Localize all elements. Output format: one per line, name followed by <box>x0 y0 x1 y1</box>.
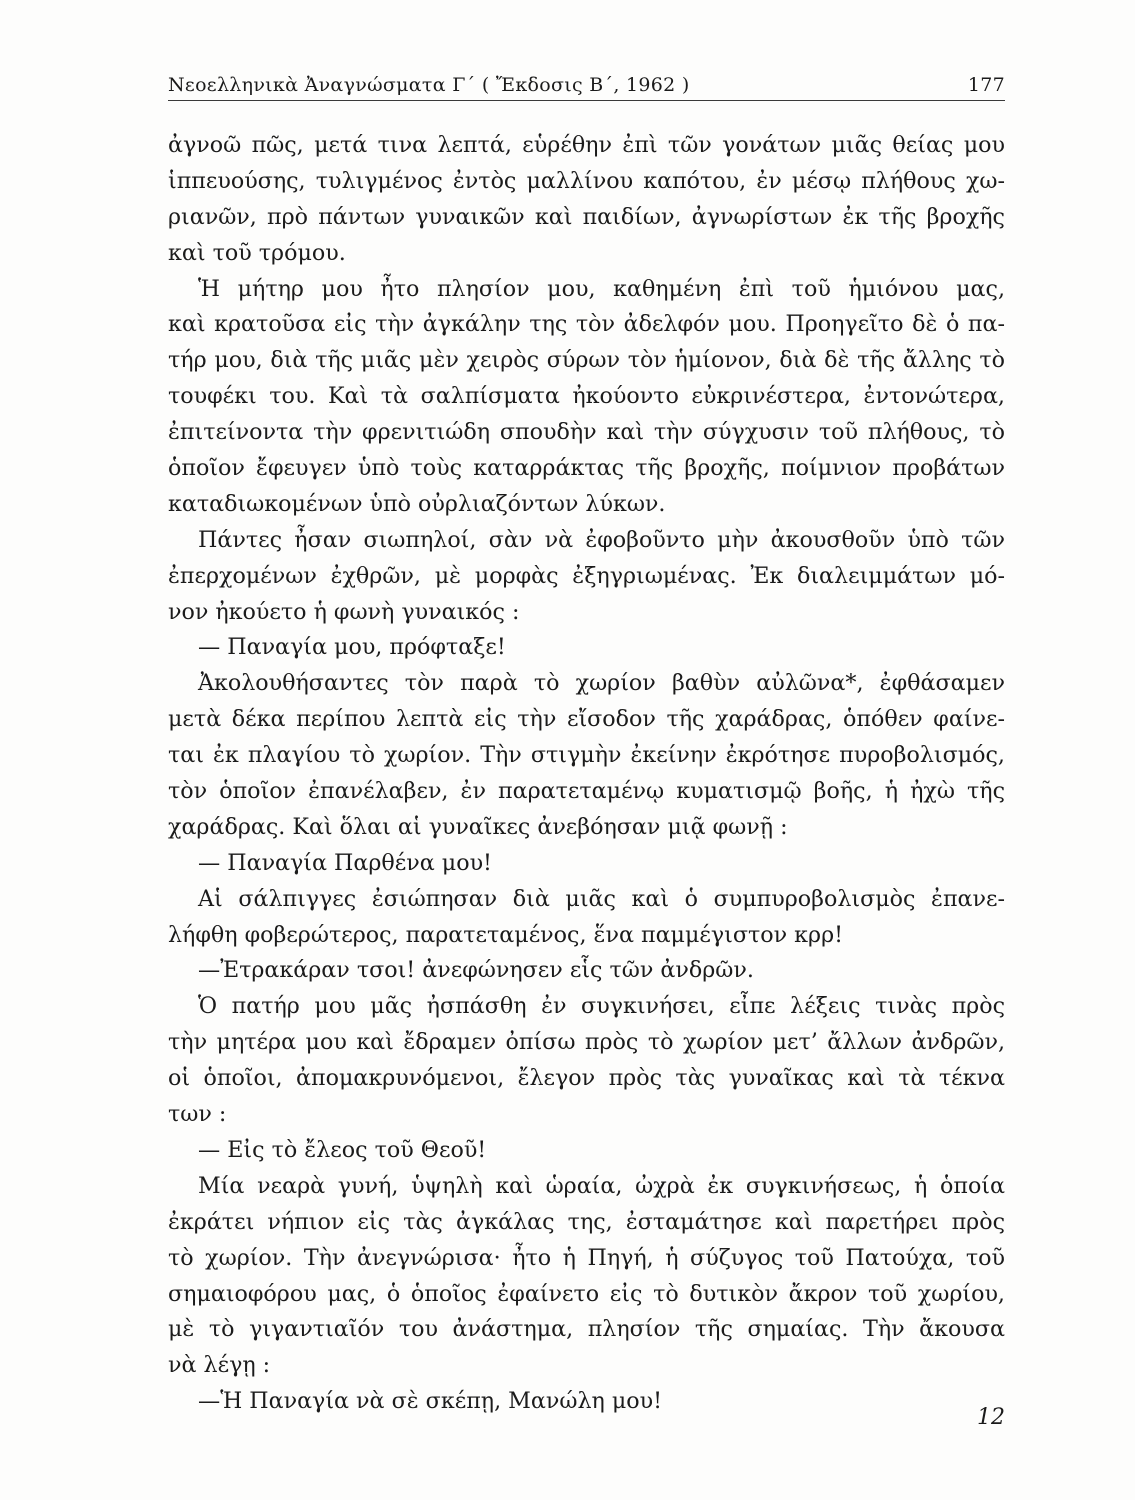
text-line: Ἡ μήτηρ μου ἦτο πλησίον μου, καθημένη ἐπὶ τοῦ ἡμιόνου μας, <box>198 275 1005 302</box>
text-line: οἱ ὁποῖοι, ἀπομακρυνόμενοι, ἔλεγον πρὸς τὰς γυναῖκας καὶ τὰ τέκνα <box>168 1065 1005 1092</box>
text-line: Μία νεαρὰ γυνή, ὑψηλὴ καὶ ὡραία, ὠχρὰ ἐκ συγκινήσεως, ἡ ὁποία <box>198 1172 1005 1199</box>
dialogue-line: —Ἐτρακάραν τσοι! ἀνεφώνησεν εἷς τῶν ἀνδρῶν. <box>198 957 754 984</box>
text-line: ται ἐκ πλαγίου τὸ χωρίον. Τὴν στιγμὴν ἐκείνην ἐκρότησε πυροβολισμός, <box>168 742 1005 769</box>
text-line: ἱππευούσης, τυλιγμένος ἐντὸς μαλλίνου καπότου, ἐν μέσῳ πλήθους χω- <box>168 167 1005 194</box>
text-line: των : <box>168 1101 227 1128</box>
text-line: ἐπερχομένων ἐχθρῶν, μὲ μορφὰς ἐξηγριωμένας. Ἐκ διαλειμμάτων μό- <box>168 562 1005 589</box>
text-line: Ὁ πατήρ μου μᾶς ἠσπάσθη ἐν συγκινήσει, εἶπε λέξεις τινὰς πρὸς <box>198 993 1005 1020</box>
text-line: μὲ τὸ γιγαντιαῖόν του ἀνάστημα, πλησίον τῆς σημαίας. Τὴν ἄκουσα <box>168 1316 1005 1343</box>
text-line: νὰ λέγῃ : <box>168 1352 271 1379</box>
page-number: 177 <box>967 74 1005 96</box>
dialogue-line: —Ἡ Παναγία νὰ σὲ σκέπῃ, Μανώλη μου! <box>198 1388 663 1415</box>
dialogue-line: — Παναγία Παρθένα μου! <box>198 849 492 876</box>
running-head <box>168 70 1005 104</box>
header-rule <box>168 100 1005 101</box>
text-line: μετὰ δέκα περίπου λεπτὰ εἰς τὴν εἴσοδον τῆς χαράδρας, ὁπόθεν φαίνε- <box>168 706 1005 733</box>
text-line: ἀγνοῶ πῶς, μετά τινα λεπτά, εὑρέθην ἐπὶ τῶν γονάτων μιᾶς θείας μου <box>168 132 1005 158</box>
text-line: χαράδρας. Καὶ ὅλαι αἱ γυναῖκες ἀνεβόησαν μιᾷ φωνῇ : <box>168 813 788 840</box>
text-line: Ἀκολουθήσαντες τὸν παρὰ τὸ χωρίον βαθὺν αὐλῶνα*, ἐφθάσαμεν <box>198 670 1005 697</box>
signature-mark: 12 <box>977 1405 1005 1430</box>
text-line: τὸ χωρίον. Τὴν ἀνεγνώρισα· ἦτο ἡ Πηγή, ἡ σύζυγος τοῦ Πατούχα, τοῦ <box>168 1244 1005 1271</box>
text-line: καὶ τοῦ τρόμου. <box>168 239 346 266</box>
text-line: τὴν μητέρα μου καὶ ἔδραμεν ὀπίσω πρὸς τὸ χωρίον μετ’ ἄλλων ἀνδρῶν, <box>168 1029 1005 1056</box>
text-line: νον ἠκούετο ἡ φωνὴ γυναικός : <box>168 598 520 625</box>
text-line: τουφέκι του. Καὶ τὰ σαλπίσματα ἠκούοντο εὐκρινέστερα, ἐντονώτερα, <box>168 383 1005 410</box>
text-line: Πάντες ἦσαν σιωπηλοί, σὰν νὰ ἐφοβοῦντο μὴν ἀκουσθοῦν ὑπὸ τῶν <box>198 526 1005 553</box>
dialogue-line: — Εἰς τὸ ἔλεος τοῦ Θεοῦ! <box>198 1136 487 1163</box>
text-line: ὁποῖον ἔφευγεν ὑπὸ τοὺς καταρράκτας τῆς βροχῆς, ποίμνιον προβάτων <box>168 455 1005 482</box>
text-line: καὶ κρατοῦσα εἰς τὴν ἀγκάλην της τὸν ἀδελφόν μου. Προηγεῖτο δὲ ὁ πα- <box>168 311 1005 338</box>
text-line: ἐκράτει νήπιον εἰς τὰς ἀγκάλας της, ἐσταμάτησε καὶ παρετήρει πρὸς <box>168 1208 1005 1235</box>
text-line: ἐπιτείνοντα τὴν φρενιτιώδη σπουδὴν καὶ τὴν σύγχυσιν τοῦ πλήθους, τὸ <box>168 419 1005 446</box>
text-line: καταδιωκομένων ὑπὸ οὐρλιαζόντων λύκων. <box>168 490 666 517</box>
text-line: σημαιοφόρου μας, ὁ ὁποῖος ἐφαίνετο εἰς τὸ δυτικὸν ἄκρον τοῦ χωρίου, <box>168 1280 1005 1307</box>
book-title: Νεοελληνικὰ Ἀναγνώσματα Γ΄ ( Ἔκδοσις Β΄, 1962 ) <box>168 74 690 96</box>
text-line: Αἱ σάλπιγγες ἐσιώπησαν διὰ μιᾶς καὶ ὁ συμπυροβολισμὸς ἐπανε- <box>198 885 1005 912</box>
dialogue-line: — Παναγία μου, πρόφταξε! <box>198 634 506 661</box>
text-line: τήρ μου, διὰ τῆς μιᾶς μὲν χειρὸς σύρων τὸν ἡμίονον, διὰ δὲ τῆς ἄλλης τὸ <box>168 347 1005 374</box>
text-line: τὸν ὁποῖον ἐπανέλαβεν, ἐν παρατεταμένῳ κυματισμῷ βοῆς, ἡ ἠχὼ τῆς <box>168 778 1005 805</box>
text-line: ριανῶν, πρὸ πάντων γυναικῶν καὶ παιδίων, ἀγνωρίστων ἐκ τῆς βροχῆς <box>168 203 1005 230</box>
body-text <box>168 128 1005 1420</box>
text-line: λήφθη φοβερώτερος, παρατεταμένος, ἕνα παμμέγιστον κρρ! <box>168 921 844 948</box>
